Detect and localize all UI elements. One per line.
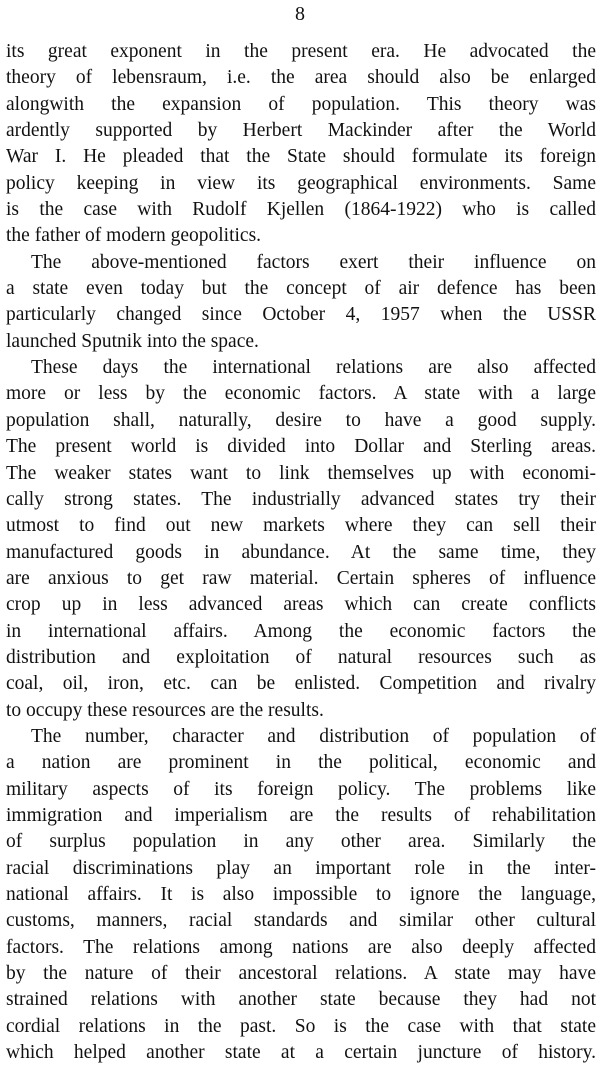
text-line: alongwith the expansion of population. This theory was xyxy=(6,93,596,115)
text-line: distribution and exploitation of natural resources such as xyxy=(6,646,596,668)
text-line: manufactured goods in abundance. At the same time, they xyxy=(6,541,596,563)
text-line: are anxious to get raw material. Certain spheres of influence xyxy=(6,567,596,589)
text-line: its great exponent in the present era. He advocated the xyxy=(6,41,596,62)
text-line: strained relations with another state because they had not xyxy=(6,989,596,1011)
text-line: racial discriminations play an important role in the inter- xyxy=(6,857,596,879)
text-line: These days the international relations are also affected xyxy=(31,357,596,379)
text-line: of surplus population in any other area. Similarly the xyxy=(6,831,596,853)
paragraph xyxy=(6,39,596,250)
page-number: 8 xyxy=(295,3,305,25)
text-line: War I. He pleaded that the State should formulate its foreign xyxy=(6,146,596,168)
text-line: national affairs. It is also impossible to ignore the language, xyxy=(6,884,596,905)
text-line: The above-mentioned factors exert their influence on xyxy=(31,251,596,273)
text-line: coal, oil, iron, etc. can be enlisted. Competition and rivalry xyxy=(6,673,596,695)
text-line: which helped another state at a certain juncture of history. xyxy=(6,1042,596,1064)
paragraph xyxy=(6,355,596,724)
text-line: customs, manners, racial standards and similar other cultural xyxy=(6,910,596,932)
text-line: policy keeping in view its geographical environments. Same xyxy=(6,172,596,194)
text-line: particularly changed since October 4, 1957 when the USSR xyxy=(6,304,596,326)
text-line: The present world is divided into Dollar and Sterling areas. xyxy=(6,436,596,458)
body-text xyxy=(6,39,596,1066)
text-line: The number, character and distribution of population of xyxy=(31,725,596,747)
text-line: in international affairs. Among the economic factors the xyxy=(6,620,596,642)
text-line: a state even today but the concept of air defence has been xyxy=(6,278,596,300)
text-line: ardently supported by Herbert Mackinder after the World xyxy=(6,120,596,142)
text-line: to occupy these resources are the results. xyxy=(6,699,324,721)
text-line: immigration and imperialism are the results of rehabilitation xyxy=(6,804,596,826)
text-line: population shall, naturally, desire to have a good supply. xyxy=(6,409,596,431)
text-line: cordial relations in the past. So is the case with that state xyxy=(6,1015,596,1037)
text-line: theory of lebensraum, i.e. the area should also be enlarged xyxy=(6,67,596,89)
text-line: a nation are prominent in the political, economic and xyxy=(6,752,596,774)
text-line: utmost to find out new markets where they can sell their xyxy=(6,515,596,537)
text-line: launched Sputnik into the space. xyxy=(6,330,259,352)
paragraph xyxy=(6,724,596,1066)
text-line: by the nature of their ancestoral relations. A state may have xyxy=(6,963,596,985)
text-line: cally strong states. The industrially advanced states try their xyxy=(6,488,596,510)
text-line: The weaker states want to link themselves up with economi- xyxy=(6,462,596,484)
paragraph xyxy=(6,250,596,355)
text-line: is the case with Rudolf Kjellen (1864-1922) who is called xyxy=(6,199,596,221)
text-line: the father of modern geopolitics. xyxy=(6,225,262,247)
text-line: factors. The relations among nations are also deeply affected xyxy=(6,936,596,958)
text-line: more or less by the economic factors. A state with a large xyxy=(6,383,596,405)
text-line: crop up in less advanced areas which can create conflicts xyxy=(6,594,596,616)
text-line: military aspects of its foreign policy. The problems like xyxy=(6,778,596,800)
